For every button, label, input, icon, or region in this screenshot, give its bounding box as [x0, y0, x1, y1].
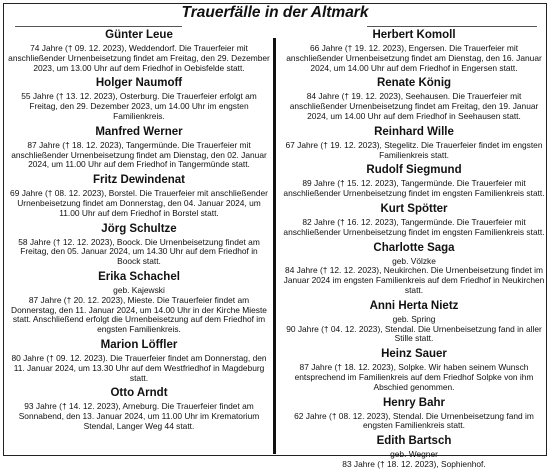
deceased-name: Herbert Komoll — [372, 29, 456, 41]
obituary-entry — [8, 126, 270, 170]
birth-name: geb. Kajewski — [113, 284, 165, 295]
funeral-details: 87 Jahre († 20. 12. 2023), Mieste. Die Trauerfeier findet am Donnerstag, den 11. Januar 2024, um 14.00 Uhr in der Kirche Mieste statt. Anschließend erfolgt die Urnenbeisetzung auf dem Friedhof im engsten Familienkreis. — [11, 294, 267, 335]
birth-name: geb. Wegner — [390, 449, 438, 460]
deceased-name: Kurt Spötter — [380, 202, 448, 215]
obituary-entry — [8, 339, 270, 383]
deceased-name: Jörg Schultze — [101, 222, 177, 235]
funeral-details: 58 Jahre († 12. 12. 2023), Boock. Die Urnenbeisetzung findet am Freitag, den 05. Januar 2024, um 14.30 Uhr auf dem Friedhof in Boock statt. — [18, 236, 260, 267]
funeral-details: 67 Jahre († 19. 12. 2023), Stegelitz. Die Trauerfeier findet im engsten Familienkreis statt. — [285, 139, 543, 160]
obituary-entry — [283, 348, 545, 392]
obituary-entry — [283, 164, 545, 199]
page-title: Trauerfälle in der Altmark — [181, 4, 369, 21]
funeral-details: 62 Jahre († 08. 12. 2023), Stendal. Die Urnenbeisetzung fand im engsten Familienkreis statt. — [294, 410, 534, 431]
column-divider — [273, 38, 276, 454]
deceased-name: Reinhard Wille — [374, 125, 454, 138]
obituary-entry — [8, 387, 270, 431]
header-rule-left — [15, 26, 182, 27]
left-column — [8, 29, 270, 436]
deceased-name: Rudolf Siegmund — [366, 164, 462, 177]
deceased-name: Manfred Werner — [95, 125, 183, 138]
right-column — [283, 29, 545, 474]
funeral-details: 83 Jahre († 18. 12. 2023), Sophienhof. — [342, 458, 486, 469]
funeral-details: 93 Jahre († 14. 12. 2023), Arneburg. Die Trauerfeier findet am Sonnabend, den 13. Januar 2024, um 11.00 Uhr im Krematorium Stendal, Langer Weg 44 statt. — [18, 401, 260, 431]
obituary-entry — [283, 242, 545, 296]
obituary-entry — [8, 77, 270, 121]
obituary-entry — [283, 397, 545, 432]
header — [0, 0, 550, 26]
obituary-entry — [283, 300, 545, 344]
deceased-name: Otto Arndt — [110, 387, 168, 400]
obituary-entry — [283, 77, 545, 121]
funeral-details: 87 Jahre († 18. 12. 2023), Solpke. Wir haben seinem Wunsch entsprechend im Familienkreis auf dem Friedhof Solpke von ihm Abschied genommen. — [294, 362, 534, 392]
deceased-name: Fritz Dewindenat — [92, 174, 185, 187]
funeral-details: 84 Jahre († 12. 12. 2023), Neukirchen. Die Urnenbeisetzung findet im Januar 2024 im engsten Familienkreis auf dem Friedhof in Neukirchen statt. — [283, 265, 545, 295]
birth-name: geb. Völzke — [392, 255, 436, 266]
obituary-entry — [8, 271, 270, 335]
funeral-details: 69 Jahre († 08. 12. 2023), Borstel. Die Trauerfeier mit anschließender Urnenbeisetzung findet am Donnerstag, den 04. Januar 2024, um 11.00 Uhr auf dem Friedhof in Borstel statt. — [10, 188, 268, 218]
funeral-details: 66 Jahre († 19. 12. 2023), Engersen. Die Trauerfeier mit anschließender Urnenbeisetzung findet am Dienstag, den 16. Januar 2024, um 14.00 Uhr auf dem Friedhof in Engersen statt. — [286, 43, 542, 73]
deceased-name: Anni Herta Nietz — [369, 299, 459, 312]
obituary-entry — [283, 126, 545, 161]
funeral-details: 80 Jahre († 09. 12. 2023). Die Trauerfeier findet am Donnerstag, den 11. Januar 2024, um 13.30 Uhr auf dem Westfriedhof in Magdeburg statt. — [11, 352, 267, 383]
funeral-details: 74 Jahre († 09. 12. 2023), Weddendorf. Die Trauerfeier mit anschließender Urnenbeisetzung findet am Freitag, den 29. Dezember 2023, um 13.00 Uhr auf dem Friedhof in Oebisfelde statt. — [8, 43, 270, 73]
deceased-name: Heinz Sauer — [381, 348, 447, 361]
obituary-entry — [8, 174, 270, 218]
deceased-name: Marion Löffler — [100, 338, 178, 351]
birth-name: geb. Spring — [392, 313, 436, 324]
funeral-details: 87 Jahre († 18. 12. 2023), Tangermünde. Die Trauerfeier mit anschließender Urnenbeisetzung findet am Dienstag, den 02. Januar 2024, um 11.00 Uhr auf dem Friedhof in Tangermünde statt. — [11, 139, 267, 170]
deceased-name: Charlotte Saga — [373, 241, 455, 254]
obituary-entry — [283, 29, 545, 73]
funeral-details: 55 Jahre († 13. 12. 2023), Osterburg. Die Trauerfeier erfolgt am Freitag, den 29. Dezember 2023, um 14.00 Uhr im engsten Familienkreis. — [21, 91, 257, 121]
deceased-name: Renate König — [376, 77, 452, 90]
obituary-entry — [8, 29, 270, 73]
deceased-name: Henry Bahr — [383, 396, 445, 409]
obituary-entry — [8, 223, 270, 267]
deceased-name: Erika Schachel — [98, 270, 180, 283]
funeral-details: 89 Jahre († 15. 12. 2023), Tangermünde. Die Trauerfeier mit anschließender Urnenbeisetzung findet im engsten Familienkreis statt. — [283, 178, 545, 199]
deceased-name: Holger Naumoff — [95, 77, 183, 90]
obituary-entry — [283, 435, 545, 470]
obituary-entry — [283, 203, 545, 238]
deceased-name: Edith Bartsch — [376, 435, 452, 448]
deceased-name: Günter Leue — [105, 29, 173, 41]
funeral-details: 82 Jahre († 16. 12. 2023), Tangermünde. Die Trauerfeier mit anschließender Urnenbeisetzung findet im engsten Familienkreis statt. — [283, 216, 545, 237]
funeral-details: 90 Jahre († 04. 12. 2023), Stendal. Die Urnenbeisetzung fand in aller Stille statt. — [286, 323, 542, 344]
header-rule-right — [367, 26, 537, 27]
funeral-details: 84 Jahre († 19. 12. 2023), Seehausen. Die Trauerfeier mit anschließender Urnenbeisetzung findet am Freitag, den 19. Januar 2024, um 14.00 Uhr auf dem Friedhof in Seehausen statt. — [289, 91, 539, 121]
